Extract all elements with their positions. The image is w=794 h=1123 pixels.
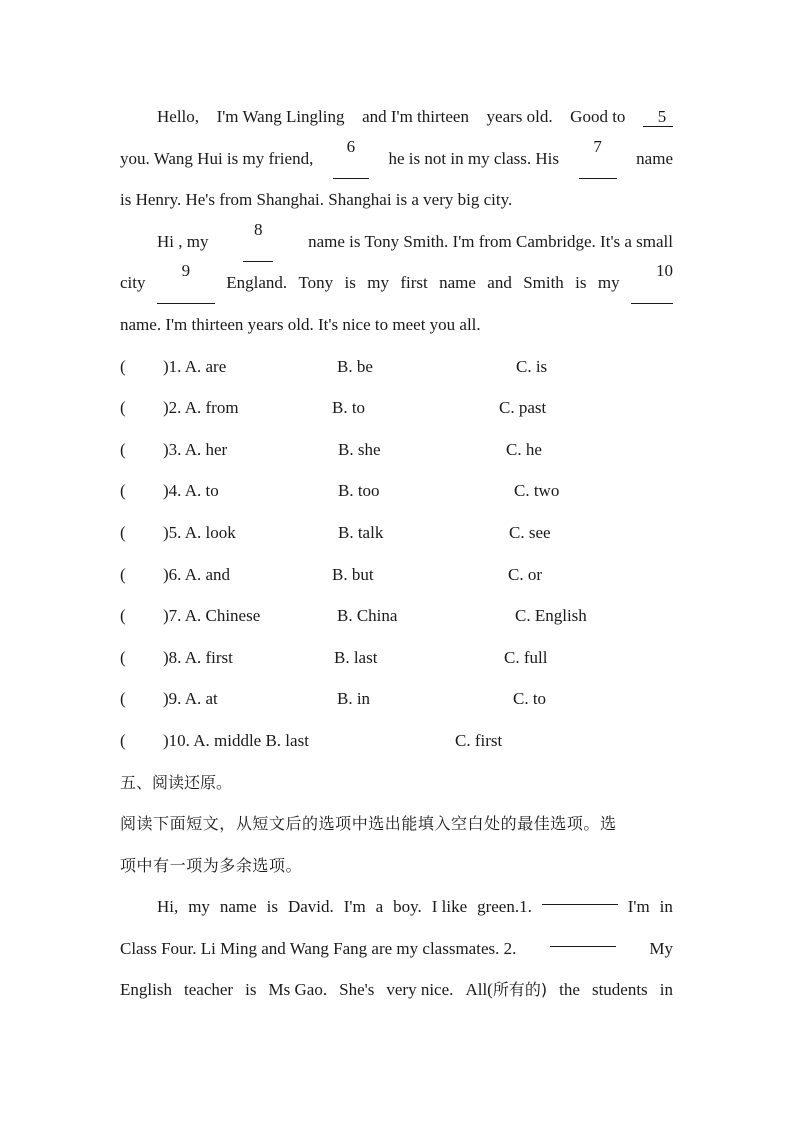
passage-line: [120, 969, 673, 1011]
passage-text: [465, 969, 547, 1011]
passage-text: green.1.: [477, 897, 532, 917]
option-c: C. or: [508, 564, 542, 584]
option-c: C. English: [515, 606, 587, 626]
option-a: )1. A. are: [163, 356, 227, 376]
option-c: C. is: [516, 356, 548, 376]
option-b: B. in: [337, 689, 371, 709]
passage-text: the: [559, 980, 580, 1000]
option-a: )2. A. from: [163, 398, 239, 418]
answer-paren[interactable]: (: [120, 439, 126, 459]
passage-text: my: [188, 897, 210, 917]
option-c: C. full: [504, 647, 548, 667]
option-a: )7. A. Chinese: [163, 606, 261, 626]
passage-text: name: [219, 897, 257, 917]
passage-text: a: [375, 897, 384, 917]
passage-line: [120, 304, 673, 346]
passage-text: you. Wang Hui is my friend,: [120, 148, 314, 168]
instruction-line: [120, 803, 673, 845]
passage-text: name: [636, 148, 673, 168]
passage-text: is: [575, 273, 587, 293]
answer-paren[interactable]: (: [120, 522, 126, 542]
option-b: B. last: [334, 647, 378, 667]
answer-paren[interactable]: (: [120, 356, 126, 376]
question-row: [120, 720, 673, 762]
blank-6[interactable]: 6: [333, 138, 369, 180]
passage-text: She's: [339, 980, 375, 1000]
passage-text: I like: [431, 897, 468, 917]
blank-1[interactable]: [542, 886, 618, 905]
instruction-text: 阅读下面短文，从短文后的选项中选出能填入空白处的最佳选项。选: [120, 814, 617, 834]
instruction-line: [120, 845, 673, 887]
question-row: [120, 512, 673, 554]
blank-9[interactable]: 9: [157, 262, 215, 304]
passage-line: [120, 886, 673, 928]
option-b: B. be: [337, 356, 373, 376]
option-a: )3. A. her: [163, 439, 228, 459]
question-row: [120, 470, 673, 512]
blank-8[interactable]: 8: [243, 221, 273, 263]
answer-paren[interactable]: (: [120, 647, 126, 667]
passage-text: students: [591, 980, 648, 1000]
option-a: )5. A. look: [163, 522, 236, 542]
blank-10[interactable]: 10: [631, 262, 673, 304]
question-row: [120, 387, 673, 429]
answer-paren[interactable]: (: [120, 689, 126, 709]
question-row: [120, 346, 673, 388]
passage-text: my: [367, 273, 389, 293]
option-a: )9. A. at: [163, 689, 218, 709]
section-heading: [120, 762, 673, 804]
question-row: [120, 429, 673, 471]
passage-line: [120, 179, 673, 221]
passage-text: is: [245, 980, 257, 1000]
blank-7[interactable]: 7: [579, 138, 617, 180]
answer-paren[interactable]: (: [120, 398, 126, 418]
option-a: )4. A. to: [163, 481, 219, 501]
passage-text: is Henry. He's from Shanghai. Shanghai is a very big city.: [120, 190, 513, 210]
passage-text: England.: [226, 273, 288, 293]
option-a: )8. A. first: [163, 647, 233, 667]
passage-text: city: [120, 273, 146, 293]
worksheet-page: [120, 96, 673, 1011]
passage-line: [120, 928, 673, 970]
passage-text: boy.: [393, 897, 422, 917]
option-a: )6. A. and: [163, 564, 231, 584]
option-c: C. see: [509, 522, 551, 542]
passage-text: I'm: [343, 897, 366, 917]
option-c: C. he: [506, 439, 542, 459]
passage-text: and I'm thirteen: [362, 107, 469, 126]
passage-line: [120, 221, 673, 263]
option-c: C. to: [513, 689, 547, 709]
option-c: C. past: [499, 398, 547, 418]
passage-text: David.: [287, 897, 334, 917]
passage-text: All(: [465, 980, 493, 1000]
passage-line: [120, 138, 673, 180]
passage-text: I'm: [627, 897, 650, 917]
option-b: B. she: [338, 439, 381, 459]
passage-text: Smith: [523, 273, 564, 293]
option-b: B. talk: [338, 522, 384, 542]
passage-text: he is not in my class. His: [388, 148, 559, 168]
passage-text: Class Four. Li Ming and Wang Fang are my classmates. 2.: [120, 938, 517, 958]
question-row: [120, 595, 673, 637]
option-b: B. too: [338, 481, 380, 501]
answer-paren[interactable]: (: [120, 564, 126, 584]
passage-text: Good to: [570, 107, 626, 126]
section-heading-text: 五、阅读还原。: [120, 772, 233, 792]
passage-line: [120, 96, 673, 138]
passage-text: years old.: [486, 107, 553, 126]
passage-line: [120, 262, 673, 304]
passage-text: very nice.: [386, 980, 454, 1000]
instruction-text: 项中有一项为多余选项。: [120, 855, 303, 875]
question-row: [120, 678, 673, 720]
passage-text: My: [649, 938, 673, 958]
option-b: B. but: [332, 564, 374, 584]
passage-text: 所有的): [492, 980, 548, 1000]
answer-paren[interactable]: (: [120, 481, 126, 501]
option-b: B. to: [332, 398, 366, 418]
question-row: [120, 554, 673, 596]
passage-text: name. I'm thirteen years old. It's nice to meet you all.: [120, 314, 481, 334]
option-c: C. first: [455, 730, 503, 750]
passage-text: name is Tony Smith. I'm from Cambridge. It's a small: [308, 231, 673, 251]
passage-text: teacher: [184, 980, 234, 1000]
passage-text: my: [597, 273, 620, 293]
passage-text: Hi,: [157, 897, 179, 917]
passage-text: in: [659, 980, 673, 1000]
blank-5[interactable]: 5: [643, 108, 673, 127]
passage-text: Hi , my: [157, 231, 209, 251]
option-c: C. two: [514, 481, 560, 501]
passage-text: name: [439, 273, 476, 293]
passage-text: is: [344, 273, 356, 293]
passage-text: English: [120, 980, 172, 1000]
passage-text: and: [487, 273, 512, 293]
passage-text: I'm Wang Lingling: [216, 107, 345, 126]
passage-text: first: [400, 273, 428, 293]
blank-2[interactable]: [550, 928, 616, 947]
question-list: [120, 346, 673, 762]
passage-text: Hello,: [157, 107, 200, 126]
option-b: B. China: [337, 606, 398, 626]
question-row: [120, 637, 673, 679]
passage-text: Ms Gao.: [268, 980, 328, 1000]
passage-text: is: [266, 897, 279, 917]
option-a: )10. A. middle B. last: [163, 730, 309, 750]
passage-text: Tony: [298, 273, 334, 293]
answer-paren[interactable]: (: [120, 730, 126, 750]
answer-paren[interactable]: (: [120, 606, 126, 626]
passage-text: in: [659, 897, 673, 917]
